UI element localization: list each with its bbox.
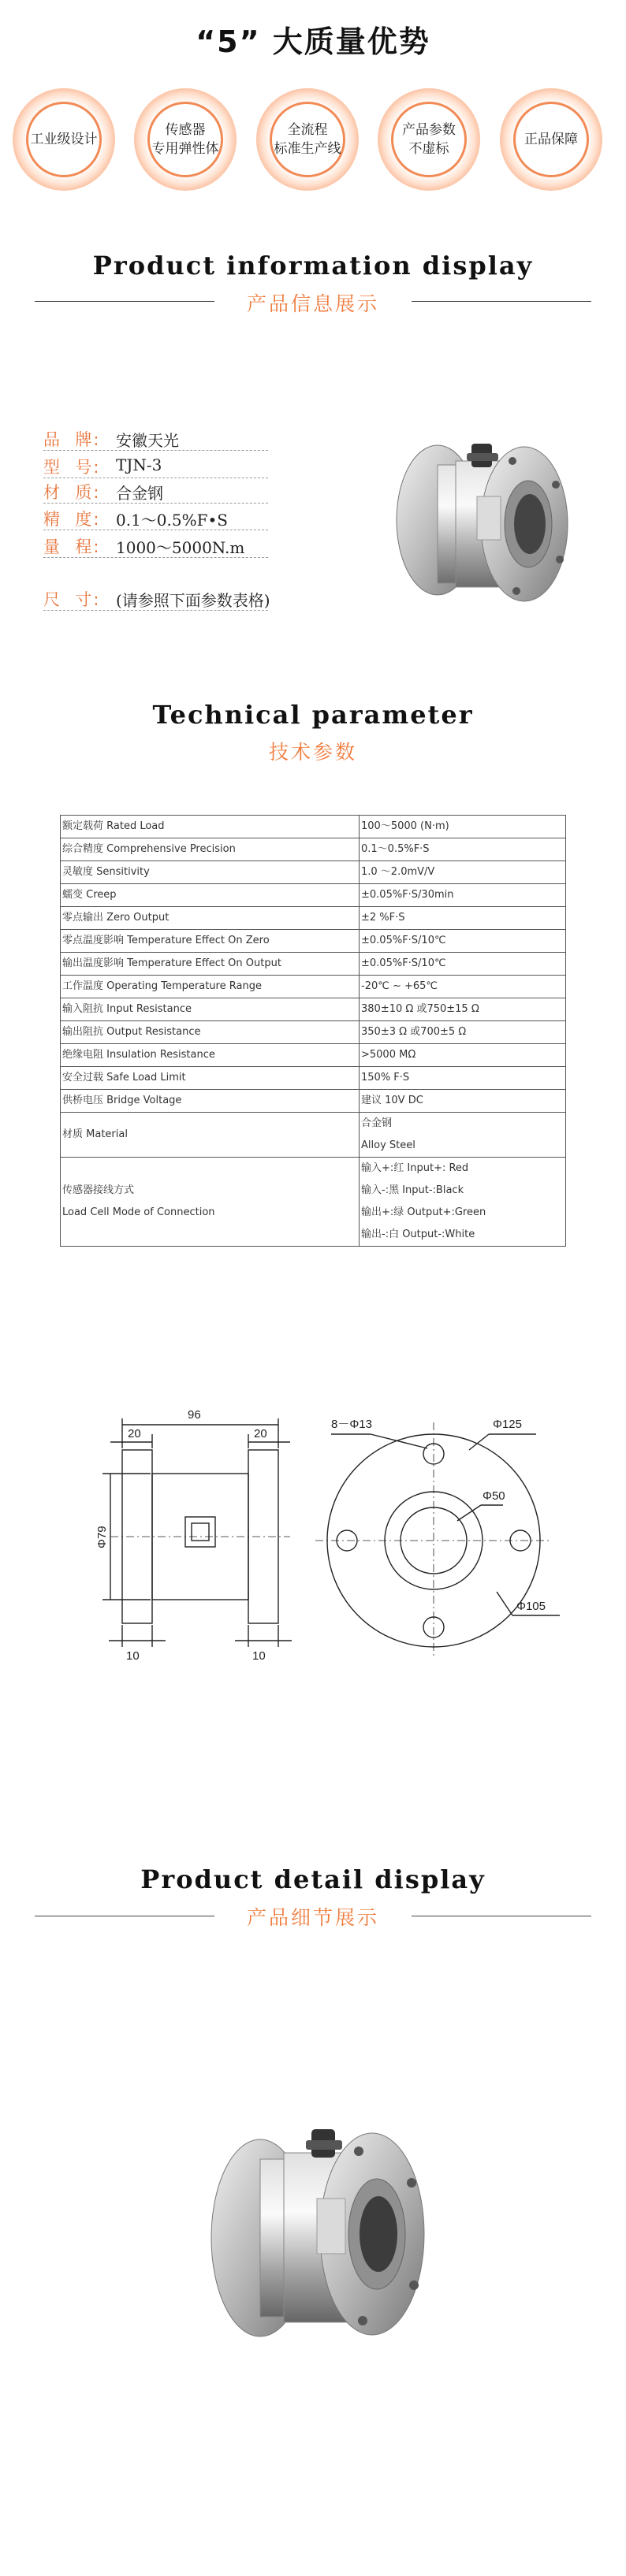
tech-row [61,838,566,861]
side-view [95,1408,292,1663]
dim-bore-diameter: Φ50 [483,1489,505,1503]
badge-elastomer: 传感器 专用弹性体 [134,88,237,191]
tech-param-name: 工作温度 Operating Temperature Range [61,976,360,998]
tech-param-name: 安全过载 Safe Load Limit [61,1067,360,1090]
tech-param-value: -20℃ ~ +65℃ [360,976,566,998]
tech-row [61,998,566,1021]
tech-row [61,816,566,838]
spec-row-precision: 精 度: 0.1～0.5%F•S [43,507,268,530]
hero-title: “5” 大质量优势 [196,24,430,59]
tech-param-value: 380±10 Ω 或750±15 Ω [360,998,566,1021]
info-section-title-cn: 产品信息展示 [246,292,379,315]
product-image [363,422,599,611]
front-view [315,1418,560,1659]
tech-row [61,930,566,953]
tech-param-value: 1.0 ～2.0mV/V [360,861,566,884]
tech-param-value: 输入+:红 Input+: Red 输入-:黑 Input-:Black 输出+:绿 Output+:Green 输出-:白 Output-:White [360,1158,566,1247]
tech-row [61,1158,566,1247]
tech-row [61,1021,566,1044]
spec-row-range: 量 程: 1000～5000N.m [43,534,268,558]
info-section-title-en: Product information display [92,251,534,281]
tech-param-value: 150% F·S [360,1067,566,1090]
tech-section-title-cn: 技术参数 [268,741,357,764]
tech-row [61,884,566,907]
tech-param-value: >5000 MΩ [360,1044,566,1067]
tech-param-name: 输出温度影响 Temperature Effect On Output [61,953,360,976]
tech-section-title-en: Technical parameter [152,700,474,730]
tech-param-name: 供桥电压 Bridge Voltage [61,1090,360,1113]
dim-flange-left: 20 [128,1427,141,1440]
dim-pitch-diameter: Φ105 [516,1600,546,1613]
tech-param-name: 零点输出 Zero Output [61,907,360,930]
tech-param-name: 蠕变 Creep [61,884,360,907]
dimension-drawing [71,1387,576,1686]
dim-flange-right: 20 [254,1427,267,1440]
tech-param-name: 综合精度 Comprehensive Precision [61,838,360,861]
tech-row [61,976,566,998]
dim-body-diameter: Φ79 [95,1526,109,1548]
badge-production-line: 全流程 标准生产线 [256,88,359,191]
tech-param-name: 零点温度影响 Temperature Effect On Zero [61,930,360,953]
tech-row [61,907,566,930]
tech-param-value: ±0.05%F·S/10℃ [360,930,566,953]
spec-row-model: 型 号: TJN-3 [43,455,268,478]
tech-param-name: 传感器接线方式 Load Cell Mode of Connection [61,1158,360,1247]
spec-row-material: 材 质: 合金钢 [43,480,268,504]
tech-param-value: 100～5000 (N·m) [360,816,566,838]
tech-row [61,1090,566,1113]
tech-row [61,1067,566,1090]
spec-row-size: 尺 寸: (请参照下面参数表格) [43,590,270,610]
badge-industrial-design: 工业级设计 [13,88,115,191]
tech-param-name: 灵敏度 Sensitivity [61,861,360,884]
tech-param-value: ±0.05%F·S/30min [360,884,566,907]
tech-param-name: 输入阻抗 Input Resistance [61,998,360,1021]
tech-table [60,815,566,1247]
badge-true-params: 产品参数 不虚标 [378,88,480,191]
dim-bottom-left: 10 [126,1649,140,1663]
product-detail-image [181,2104,449,2348]
tech-param-name: 材质 Material [61,1113,360,1158]
dim-holes: 8－Φ13 [331,1418,372,1431]
dim-bottom-right: 10 [252,1649,266,1663]
badge-genuine: 正品保障 [500,88,602,191]
tech-row [61,953,566,976]
tech-param-name: 绝缘电阻 Insulation Resistance [61,1044,360,1067]
tech-param-value: 合金钢 Alloy Steel [360,1113,566,1158]
tech-param-value: 0.1～0.5%F·S [360,838,566,861]
tech-row [61,861,566,884]
tech-param-name: 输出阻抗 Output Resistance [61,1021,360,1044]
detail-section-title-en: Product detail display [140,1864,486,1894]
tech-param-value: 350±3 Ω 或700±5 Ω [360,1021,566,1044]
tech-param-value: ±2 %F·S [360,907,566,930]
tech-param-name: 额定载荷 Rated Load [61,816,360,838]
tech-param-value: 建议 10V DC [360,1090,566,1113]
spec-row-brand: 品 牌: 安徽天光 [43,427,268,451]
tech-row [61,1044,566,1067]
dim-outer-diameter: Φ125 [493,1418,522,1431]
tech-param-value: ±0.05%F·S/10℃ [360,953,566,976]
tech-row [61,1113,566,1158]
dim-overall-length: 96 [188,1408,201,1422]
detail-section-title-cn: 产品细节展示 [246,1906,379,1929]
